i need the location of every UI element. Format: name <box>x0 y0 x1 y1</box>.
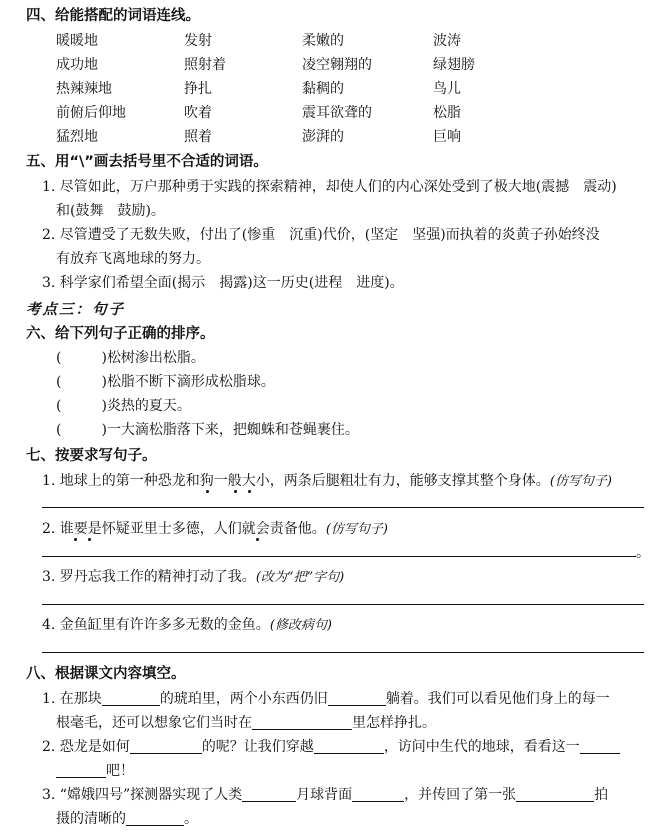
ordering-item <box>56 371 275 391</box>
section-5-title: 五、用“\”画去括号里不合适的词语。 <box>26 154 268 170</box>
fill-text: 2. 恐龙是如何 <box>42 739 130 755</box>
answer-line[interactable] <box>42 556 636 557</box>
section-8-title: 八、根据课文内容填空。 <box>26 666 186 682</box>
left-paren: ( <box>56 422 62 438</box>
question-5-2-line2: 有放弃飞离地球的努力。 <box>56 251 210 267</box>
answer-line[interactable] <box>42 604 644 605</box>
word-item: 黏稠的 <box>302 81 344 97</box>
question-7-3-note: (改为“把”字句) <box>255 570 345 585</box>
word-item: 吹着 <box>184 105 212 121</box>
ordering-sentence: 炎热的夏天。 <box>106 398 191 414</box>
answer-line[interactable] <box>42 507 644 508</box>
word-item: 成功地 <box>56 57 98 73</box>
fill-blank[interactable] <box>102 691 160 706</box>
word-item: 照射着 <box>184 57 226 73</box>
question-7-4-note: (修改病句) <box>269 618 332 633</box>
word-item: 鸟儿 <box>433 81 461 97</box>
fill-blank[interactable] <box>130 739 202 754</box>
ordering-item <box>56 419 359 439</box>
fill-blank[interactable] <box>56 763 106 778</box>
question-7-1-note: (仿写句子) <box>549 474 612 489</box>
word-item: 绿翅膀 <box>433 57 475 73</box>
right-paren: ) <box>101 350 107 366</box>
word-item: 热辣辣地 <box>56 81 112 97</box>
section-7-title: 七、按要求写句子。 <box>26 448 157 464</box>
question-7-3 <box>42 566 344 586</box>
fill-text: 里怎样挣扎。 <box>352 715 436 731</box>
fill-text: ，访问中生代的地球，看看这一 <box>383 739 580 755</box>
fill-blank[interactable] <box>252 715 352 730</box>
right-paren: ) <box>101 374 107 390</box>
ordering-item <box>56 395 191 415</box>
question-7-1-text: 1. 地球上的第一种恐龙和狗一般大小，两条后腿粗壮有力，能够支撑其整个身体。 <box>42 473 550 489</box>
emphasis-dot <box>206 490 209 493</box>
answer-line[interactable] <box>42 652 644 653</box>
fill-blank[interactable] <box>516 787 594 802</box>
ordering-sentence: 松脂不断下滴形成松脂球。 <box>106 374 275 390</box>
word-item: 凌空翱翔的 <box>302 57 372 73</box>
fill-question-8-1-line1 <box>42 688 610 708</box>
left-paren: ( <box>56 398 62 414</box>
question-7-2 <box>42 518 388 538</box>
question-5-1-line1: 1. 尽管如此，万户那种勇于实践的探索精神，却使人们的内心深处受到了极大地(震撼 震动) <box>42 179 617 195</box>
question-5-3: 3. 科学家们希望全面(揭示 揭露)这一历史(进程 进度)。 <box>42 275 404 291</box>
question-7-1 <box>42 470 612 490</box>
word-item: 挣扎 <box>184 81 212 97</box>
word-item: 柔嫩的 <box>302 33 344 49</box>
fill-text: 1. 在那块 <box>42 691 102 707</box>
fill-text: 的呢？让我们穿越 <box>201 739 314 755</box>
word-item: 震耳欲聋的 <box>302 105 372 121</box>
question-7-4 <box>42 614 332 634</box>
fill-text: 摄的清晰的 <box>56 811 126 827</box>
question-7-4-text: 4. 金鱼缸里有许许多多无数的金鱼。 <box>42 617 270 633</box>
ordering-sentence: 一大滴松脂落下来，把蜘蛛和苍蝇裹住。 <box>106 422 359 438</box>
fill-text: 3. “嫦娥四号”探测器实现了人类 <box>42 787 243 803</box>
question-5-2-line1: 2. 尽管遭受了无数失败，付出了(惨重 沉重)代价，(坚定 坚强)而执着的炎黄子孙始终没 <box>42 227 600 243</box>
left-paren: ( <box>56 350 62 366</box>
ordering-item <box>56 347 205 367</box>
word-item: 澎湃的 <box>302 129 344 145</box>
fill-text: 根毫毛，还可以想象它们当时在 <box>56 715 252 731</box>
word-item: 发射 <box>184 33 212 49</box>
word-item: 前俯后仰地 <box>56 105 126 121</box>
emphasis-dot <box>234 490 237 493</box>
fill-question-8-2-line1 <box>42 736 620 756</box>
fill-text: 月球背面 <box>296 787 353 803</box>
fill-blank[interactable] <box>314 739 384 754</box>
right-paren: ) <box>101 398 107 414</box>
fill-blank[interactable] <box>242 787 296 802</box>
fill-text: 的琥珀里，两个小东西仍旧 <box>159 691 328 707</box>
fill-blank[interactable] <box>580 739 620 754</box>
word-item: 波涛 <box>433 33 461 49</box>
fill-text: 吧！ <box>106 763 134 779</box>
kaodian-heading: 考点三：句子 <box>26 301 125 318</box>
question-7-2-note: (仿写句子) <box>325 522 388 537</box>
left-paren: ( <box>56 374 62 390</box>
fill-text: 拍 <box>594 787 609 803</box>
question-7-2-text: 2. 谁要是怀疑亚里士多德，人们就会责备他。 <box>42 521 326 537</box>
fill-text: ，并传回了第一张 <box>404 787 517 803</box>
word-item: 猛烈地 <box>56 129 98 145</box>
section-4-title: 四、给能搭配的词语连线。 <box>26 8 200 24</box>
right-paren: ) <box>101 422 107 438</box>
fill-blank[interactable] <box>126 811 184 826</box>
fill-question-8-2-line2 <box>56 760 134 780</box>
emphasis-dot <box>256 538 259 541</box>
fill-question-8-3-line1 <box>42 784 608 804</box>
section-6-title: 六、给下列句子正确的排序。 <box>26 326 215 342</box>
fill-text: 躺着。我们可以看见他们身上的每一 <box>385 691 610 707</box>
word-item: 巨响 <box>433 129 461 145</box>
emphasis-dot <box>248 490 251 493</box>
emphasis-dot <box>88 538 91 541</box>
ordering-sentence: 松树渗出松脂。 <box>106 350 205 366</box>
fill-blank[interactable] <box>328 691 386 706</box>
emphasis-dot <box>74 538 77 541</box>
period-mark: 。 <box>636 545 650 561</box>
fill-text: 。 <box>184 811 198 827</box>
word-item: 照着 <box>184 129 212 145</box>
question-5-1-line2: 和(鼓舞 鼓励)。 <box>56 203 165 219</box>
fill-blank[interactable] <box>352 787 404 802</box>
word-item: 暖暖地 <box>56 33 98 49</box>
question-7-3-text: 3. 罗丹忘我工作的精神打动了我。 <box>42 569 256 585</box>
word-item: 松脂 <box>433 105 461 121</box>
fill-question-8-3-line2 <box>56 808 198 828</box>
fill-question-8-1-line2 <box>56 712 436 732</box>
